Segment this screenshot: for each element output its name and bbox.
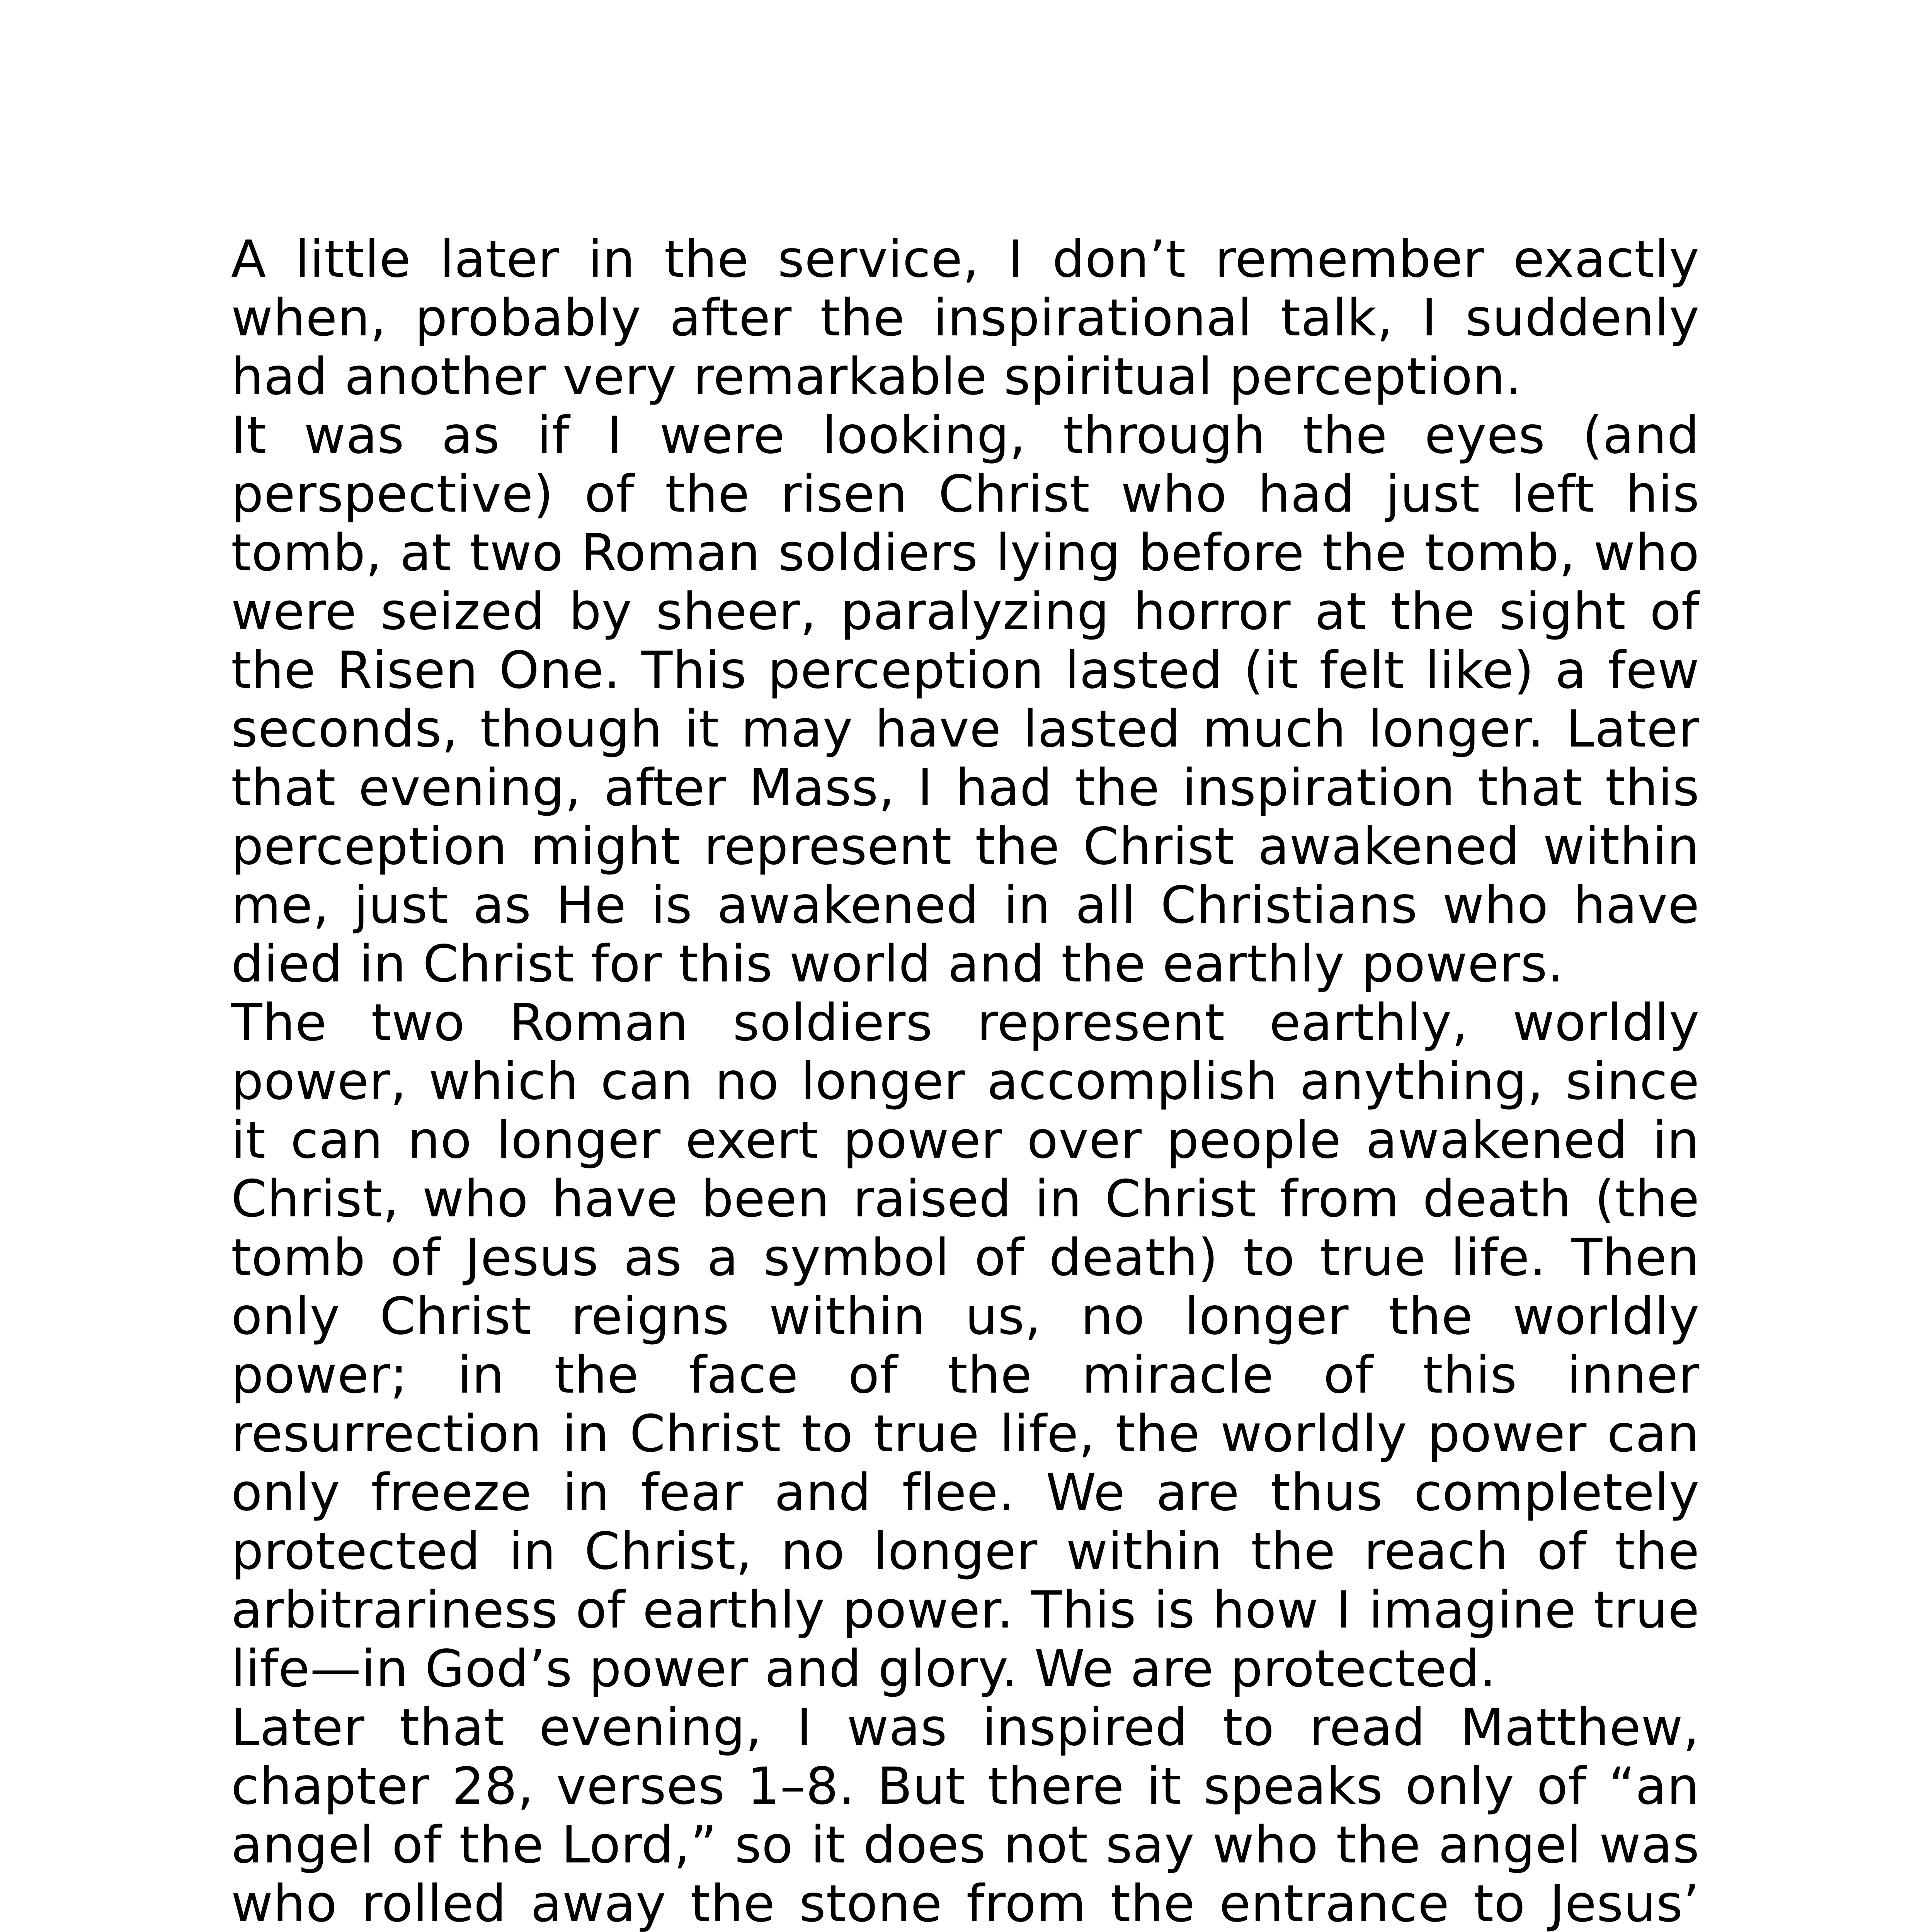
paragraph-matthew-28: Later that evening, I was inspired to read Matthew, chapter 28, verses 1–8. But there it speaks only of “an angel of the Lord,” so it does not say who the angel was who rolled away the stone from the entrance to Jesus’ [231,1698,1700,1932]
paragraph-risen-christ-vision: It was as if I were looking, through the eyes (and perspective) of the risen Christ who had just left his tomb, at two Roman soldiers lying before the tomb, who were seized by sheer, paralyzing horror at the sight of the Risen One. This perception lasted (it felt like) a few seconds, though it may have lasted much longer. Later that evening, after Mass, I had the inspiration that this perception might represent the Christ awakened within me, just as He is awakened in all Christians who have died in Christ for this world and the earthly powers. [231,406,1700,994]
paragraph-roman-soldiers: The two Roman soldiers represent earthly, worldly power, which can no longer accomplish anything, since it can no longer exert power over people awakened in Christ, who have been raised in Christ from death (the tomb of Jesus as a symbol of death) to true life. Then only Christ reigns within us, no longer the worldly power; in the face of the miracle of this inner resurrection in Christ to true life, the worldly power can only freeze in fear and flee. We are thus completely protected in Christ, no longer within the reach of the arbitrariness of earthly power. This is how I imagine true life—in God’s power and glory. We are protected. [231,993,1700,1699]
page-body [231,230,1700,1932]
paragraph-service-perception: A little later in the service, I don’t remember exactly when, probably after the inspirational talk, I suddenly had another very remarkable spiritual perception. [231,230,1700,406]
